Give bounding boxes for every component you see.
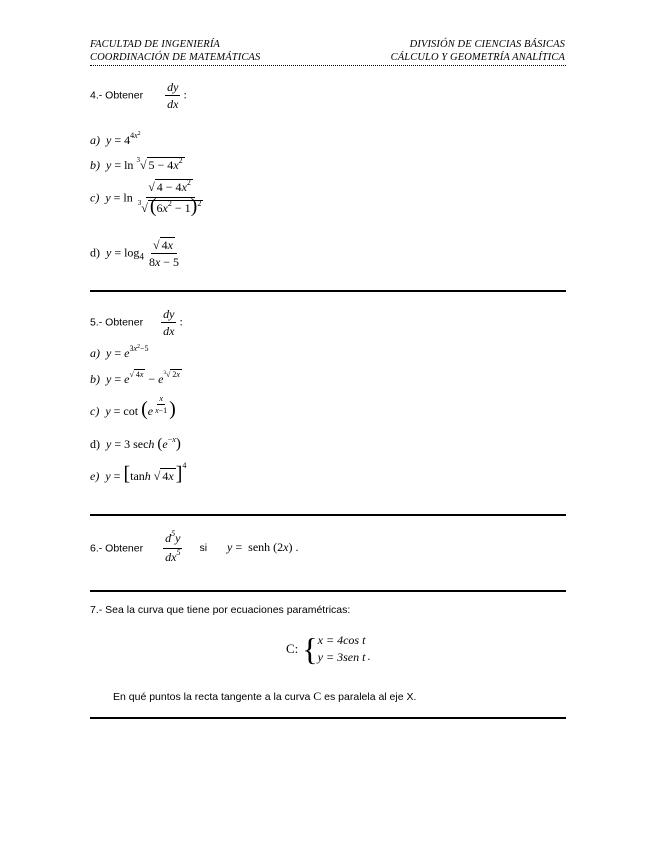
question-4-item-c: c) y = ln $\frac{√ 4 - 4x^2}{^3√ (6x^2 - 1)^2}$ bbox=[90, 178, 202, 217]
section-divider-2 bbox=[90, 514, 566, 516]
question-4-item-b: b) y = ln $^3$√ $5 - 4x^2$ bbox=[90, 156, 183, 172]
dy-dx-fraction-5: $\frac{dy}{dx}$ bbox=[163, 307, 175, 338]
header-divider bbox=[90, 65, 566, 66]
item-c-label: c) bbox=[90, 190, 100, 205]
parametric-eq-x: x = 4cos t bbox=[317, 633, 366, 647]
item-5e-label: e) bbox=[90, 469, 100, 483]
d5y-dx5-fraction: $\frac{d^5y}{dx^5}$ bbox=[165, 529, 181, 564]
question-5-item-c: c) y = cot (e $^{\frac{x}{x-1}}$ ) bbox=[90, 393, 176, 420]
item-5c-label: c) bbox=[90, 404, 100, 418]
section-divider-3 bbox=[90, 590, 566, 592]
parametric-system: C: { x = 4cos t y = 3sen t . bbox=[286, 631, 371, 667]
question-7-text-before: En qué puntos la recta tangente a la curva bbox=[113, 691, 311, 703]
parametric-eq-y: y = 3sen t bbox=[317, 650, 366, 664]
question-4-prompt: 4.- Obtener $\frac{dy}{dx}$ : bbox=[90, 80, 187, 111]
curve-name: C: bbox=[286, 641, 299, 656]
faculty-header bbox=[90, 38, 260, 64]
coordination-name: COORDINACIÓN DE MATEMÁTICAS bbox=[90, 52, 261, 63]
question-5-label: 5.- Obtener bbox=[90, 316, 144, 329]
question-7-label: 7.- Sea la curva que tiene por ecuaciones paramétricas: bbox=[90, 604, 351, 616]
question-5-prompt: 5.- Obtener $\frac{dy}{dx}$ : bbox=[90, 307, 183, 338]
item-5a-label: a) bbox=[90, 346, 100, 360]
item-a-label: a) bbox=[90, 133, 100, 147]
division-header bbox=[391, 38, 565, 64]
section-divider-4 bbox=[90, 717, 566, 719]
section-divider-1 bbox=[90, 290, 566, 292]
q6-function: y = senh (2x) . bbox=[227, 540, 299, 555]
dy-dx-fraction: $\frac{dy}{dx}$ bbox=[167, 80, 179, 111]
question-6-prompt bbox=[90, 531, 298, 566]
question-7-text-after: es paralela al eje X. bbox=[324, 691, 417, 703]
course-name: CÁLCULO Y GEOMETRÍA ANALÍTICA bbox=[390, 52, 565, 63]
question-5-item-e: e) y = [tanh √ 4x ]$^4$ bbox=[90, 461, 187, 485]
item-5d-label: d) bbox=[90, 437, 100, 451]
si-label: si bbox=[199, 542, 208, 555]
question-5-item-d: d) y = 3 sech $(e^{-x})$ bbox=[90, 435, 181, 452]
question-4-label: 4.- Obtener bbox=[90, 89, 144, 102]
faculty-name: FACULTAD DE INGENIERÍA bbox=[90, 39, 220, 50]
question-4-item-a: a) $y = 4^{4x^2}$ bbox=[90, 131, 141, 147]
item-b-label: b) bbox=[90, 158, 100, 172]
brace-symbol: { bbox=[302, 631, 318, 667]
question-5-item-a: a) $y = e^{3x^2-5}$ bbox=[90, 344, 149, 360]
item-d-label: d) bbox=[90, 245, 100, 260]
question-6-label: 6.- Obtener bbox=[90, 542, 144, 555]
question-5-item-b: b) $y = e^{√ 4x} - e^{^3√ 2x}$ bbox=[90, 370, 180, 386]
question-7-text bbox=[113, 689, 416, 704]
question-4-item-d: d) $y = \log_4$ $\frac{√ 4x}{8x - 5}$ bbox=[90, 238, 180, 269]
curve-c-symbol: C bbox=[313, 689, 322, 703]
division-name: DIVISIÓN DE CIENCIAS BÁSICAS bbox=[409, 39, 565, 50]
item-5b-label: b) bbox=[90, 372, 100, 386]
